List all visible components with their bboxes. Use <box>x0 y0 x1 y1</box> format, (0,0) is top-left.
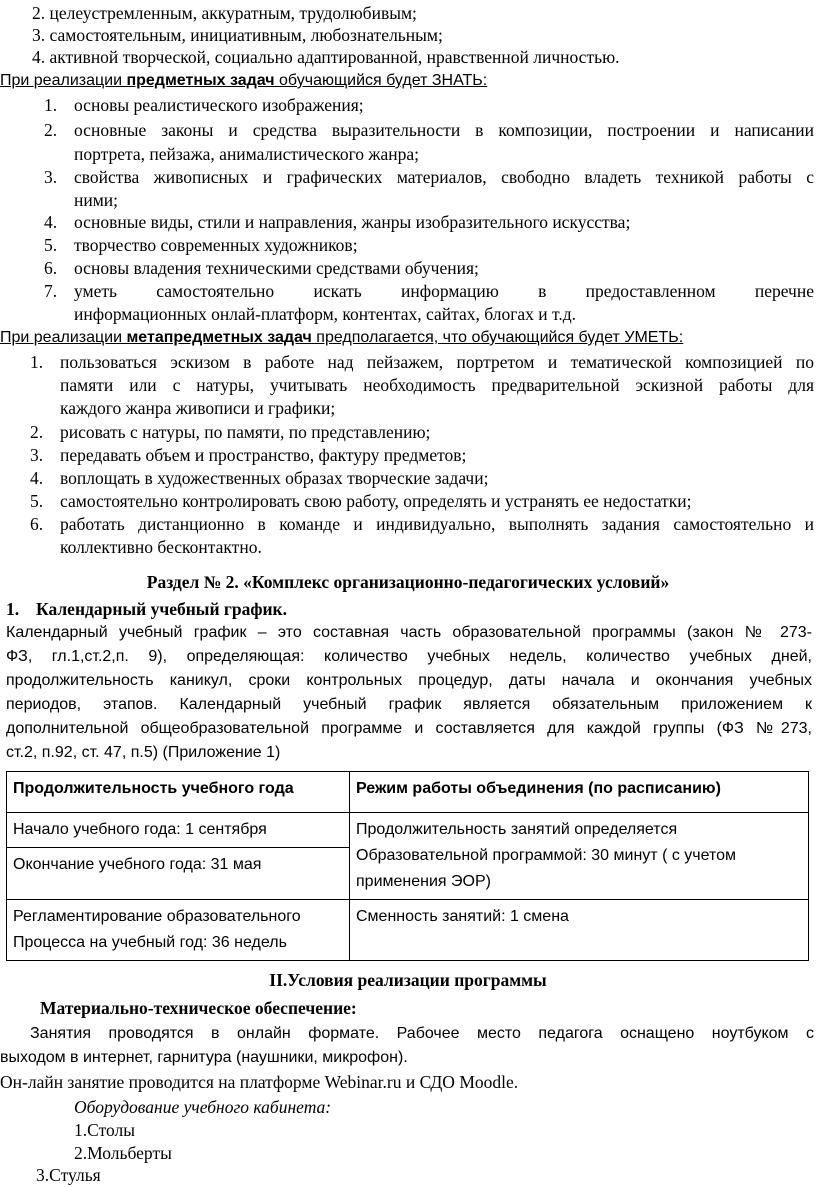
equipment-item-2: 2.Мольберты <box>74 1143 172 1163</box>
section-title: Раздел № 2. «Комплекс организационно-педагогических условий» <box>146 572 670 592</box>
subject-heading-bold: предметных задач <box>126 72 275 89</box>
subject-item-4: основные виды, стили и направления, жанры изобразительного искусства; <box>74 212 631 232</box>
paragraph-line-3: продолжительность каникул, сроки контрольных процедур, даты начала и окончания учебных <box>6 672 812 689</box>
table-row <box>7 900 809 961</box>
conditions-para-1-cont: выходом в интернет, гарнитура (наушники, микрофон). <box>0 1049 408 1066</box>
subsection-title: Календарный учебный график. <box>36 599 287 619</box>
meta-item-2: рисовать с натуры, по памяти, по представлению; <box>60 422 431 442</box>
subsection-number: 1. <box>6 599 20 619</box>
subject-item-1: основы реалистического изображения; <box>74 95 364 115</box>
table-header-duration: Продолжительность учебного года <box>7 772 350 813</box>
subject-item-6: основы владения техническими средствами обучения; <box>74 258 479 278</box>
meta-item-2-num: 2. <box>30 422 44 442</box>
conditions-title: II.Условия реализации программы <box>269 970 547 990</box>
meta-item-1-num: 1. <box>30 352 44 372</box>
regulation-line-2: Процесса на учебный год: 36 недель <box>13 934 287 951</box>
meta-item-4: воплощать в художественных образах творческие задачи; <box>60 468 489 488</box>
subject-item-3-cont: ними; <box>74 190 119 210</box>
subject-item-7: уметь самостоятельно искать информацию в предоставленном перечне <box>74 281 814 301</box>
conditions-para-1: Занятия проводятся в онлайн формате. Рабочее место педагога оснащено ноутбуком с <box>30 1025 814 1042</box>
conditions-subtitle: Материально-техническое обеспечение: <box>40 998 357 1018</box>
meta-item-5-num: 5. <box>30 491 44 511</box>
lesson-duration-line-3: применения ЭОР) <box>356 873 491 890</box>
paragraph-line-5: дополнительной общеобразовательной программе и составляется для каждой группы (ФЗ №273, <box>6 720 812 737</box>
meta-item-3-num: 3. <box>30 445 44 465</box>
lesson-duration-line-2: Образовательной программой: 30 минут ( с учетом <box>356 847 737 864</box>
regulation-line-1: Регламентирование образовательного <box>13 908 301 925</box>
paragraph-line-4: периодов, этапов. Календарный учебный график является обязательным приложением к <box>6 696 812 713</box>
paragraph-line-2: ФЗ, гл.1,ст.2,п. 9), определяющая: количество учебных недель, количество учебных дней, <box>6 648 812 665</box>
meta-heading: При реализации метапредметных задач предполагается, что обучающийся будет УМЕТЬ: <box>0 329 684 346</box>
subject-item-4-num: 4. <box>44 212 58 232</box>
meta-heading-bold: метапредметных задач <box>126 329 312 346</box>
table-cell-dates <box>7 813 350 900</box>
subject-item-5-num: 5. <box>44 235 58 255</box>
subject-heading: При реализации предметных задач обучающийся будет ЗНАТЬ: <box>0 72 488 89</box>
personality-item-4: 4. активной творческой, социально адаптированной, нравственной личностью. <box>32 47 620 67</box>
meta-item-5: самостоятельно контролировать свою работу, определять и устранять ее недостатки; <box>60 491 692 511</box>
conditions-para-2: Он-лайн занятие проводится на платформе Webinar.ru и СДО Moodle. <box>0 1072 519 1092</box>
paragraph-line-1: Календарный учебный график – это составная часть образовательной программы (закон № 273- <box>6 624 812 641</box>
table-row <box>7 772 809 813</box>
meta-item-6-cont: коллективно бесконтактно. <box>60 537 262 557</box>
table-row <box>7 813 809 900</box>
personality-item-3: 3. самостоятельным, инициативным, любознательным; <box>32 25 443 45</box>
meta-item-6-num: 6. <box>30 514 44 534</box>
start-date: Начало учебного года: 1 сентября <box>7 813 349 848</box>
personality-item-2: 2. целеустремленным, аккуратным, трудолюбивым; <box>32 3 417 23</box>
subject-item-1-num: 1. <box>44 95 58 115</box>
table-cell-shift: Сменность занятий: 1 смена <box>350 900 809 961</box>
equipment-item-3: 3.Стулья <box>36 1165 101 1185</box>
equipment-title: Оборудование учебного кабинета: <box>74 1097 332 1117</box>
meta-item-1: пользоваться эскизом в работе над пейзажем, портретом и тематической композицией по <box>60 352 814 372</box>
meta-item-1-cont: памяти или с натуры, учитывать необходимость предварительной эскизной работы для <box>60 375 814 395</box>
subject-item-7-num: 7. <box>44 281 58 301</box>
subject-item-6-num: 6. <box>44 258 58 278</box>
subject-item-3: свойства живописных и графических материалов, свободно владеть техникой работы с <box>74 167 814 187</box>
end-date: Окончание учебного года: 31 мая <box>13 856 262 873</box>
table-header-mode: Режим работы объединения (по расписанию) <box>350 772 809 813</box>
lesson-duration-line-1: Продолжительность занятий определяется <box>356 821 678 838</box>
meta-item-3: передавать объем и пространство, фактуру предметов; <box>60 445 467 465</box>
subject-item-2-num: 2. <box>44 120 58 140</box>
meta-item-6: работать дистанционно в команде и индивидуально, выполнять задания самостоятельно и <box>60 514 814 534</box>
paragraph-line-6: ст.2, п.92, ст. 47, п.5) (Приложение 1) <box>6 744 281 761</box>
subject-item-2-cont: портрета, пейзажа, анималистического жанра; <box>74 144 420 164</box>
subject-item-2: основные законы и средства выразительности в композиции, построении и написании <box>74 120 814 140</box>
table-cell-lesson-duration <box>350 813 809 900</box>
meta-item-4-num: 4. <box>30 468 44 488</box>
subject-item-7-cont: информационных онлай-платформ, контентах, сайтах, блогах и т.д. <box>74 304 577 324</box>
subject-item-3-num: 3. <box>44 167 58 187</box>
table-cell-regulation <box>7 900 350 961</box>
meta-item-1-cont2: каждого жанра живописи и графики; <box>60 398 336 418</box>
schedule-table <box>6 771 809 961</box>
equipment-item-1: 1.Столы <box>74 1120 135 1140</box>
subject-item-5: творчество современных художников; <box>74 235 358 255</box>
